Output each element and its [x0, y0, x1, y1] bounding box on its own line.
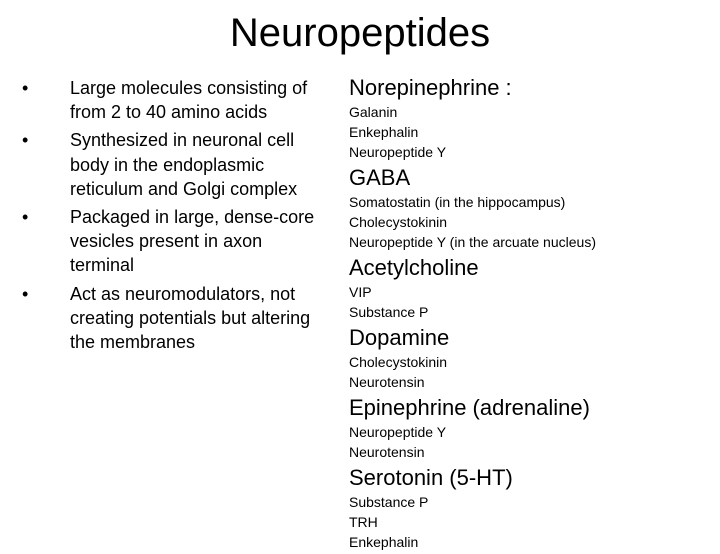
- bullet-text: Packaged in large, dense-core vesicles present in axon terminal: [70, 207, 315, 276]
- group-item: Somatostatin (in the hippocampus): [349, 194, 566, 210]
- group-item: VIP: [349, 284, 372, 300]
- group-acetylcholine: [349, 254, 709, 322]
- group-epinephrine: [349, 394, 709, 462]
- group-items: [349, 492, 709, 552]
- bullet-marker: •: [22, 130, 29, 151]
- group-item: Enkephalin: [349, 534, 419, 550]
- neurotransmitter-list: [349, 74, 709, 554]
- group-items: [349, 102, 709, 162]
- group-dopamine: [349, 324, 709, 392]
- bullet-item: [22, 282, 322, 355]
- bullet-marker: •: [22, 207, 29, 228]
- group-items: [349, 282, 709, 322]
- bullet-text: Synthesized in neuronal cell body in the endoplasmic reticulum and Golgi complex: [70, 130, 298, 199]
- slide-title: Neuropeptides: [229, 11, 491, 55]
- group-gaba: [349, 164, 709, 252]
- group-items: [349, 352, 709, 392]
- group-item: TRH: [349, 514, 378, 530]
- group-item: Galanin: [349, 104, 398, 120]
- bullet-item: [22, 205, 322, 278]
- group-item: Neuropeptide Y: [349, 424, 447, 440]
- group-items: [349, 422, 709, 462]
- bullet-list: [22, 76, 322, 358]
- group-item: Cholecystokinin: [349, 354, 448, 370]
- group-item: Substance P: [349, 494, 429, 510]
- group-heading: Norepinephrine :: [349, 75, 512, 100]
- group-heading: Epinephrine (adrenaline): [349, 395, 590, 420]
- group-serotonin: [349, 464, 709, 552]
- group-heading: GABA: [349, 165, 411, 190]
- bullet-marker: •: [22, 78, 29, 98]
- group-heading: Serotonin (5-HT): [349, 465, 513, 490]
- bullet-text: Large molecules consisting of from 2 to 40 amino acids: [70, 78, 308, 123]
- group-item: Neuropeptide Y (in the arcuate nucleus): [349, 234, 596, 250]
- group-item: Neuropeptide Y: [349, 144, 447, 160]
- group-norepinephrine: [349, 74, 709, 162]
- group-item: Neurotensin: [349, 374, 425, 390]
- group-item: Cholecystokinin: [349, 214, 448, 230]
- group-items: [349, 192, 709, 252]
- bullet-marker: •: [22, 283, 29, 304]
- group-heading: Acetylcholine: [349, 255, 479, 280]
- bullet-text: Act as neuromodulators, not creating potentials but altering the membranes: [70, 283, 311, 353]
- bullet-item: [22, 128, 322, 201]
- group-item: Enkephalin: [349, 124, 419, 140]
- bullet-item: [22, 76, 322, 124]
- group-item: Neurotensin: [349, 444, 425, 460]
- group-heading: Dopamine: [349, 325, 450, 350]
- group-item: Substance P: [349, 304, 429, 320]
